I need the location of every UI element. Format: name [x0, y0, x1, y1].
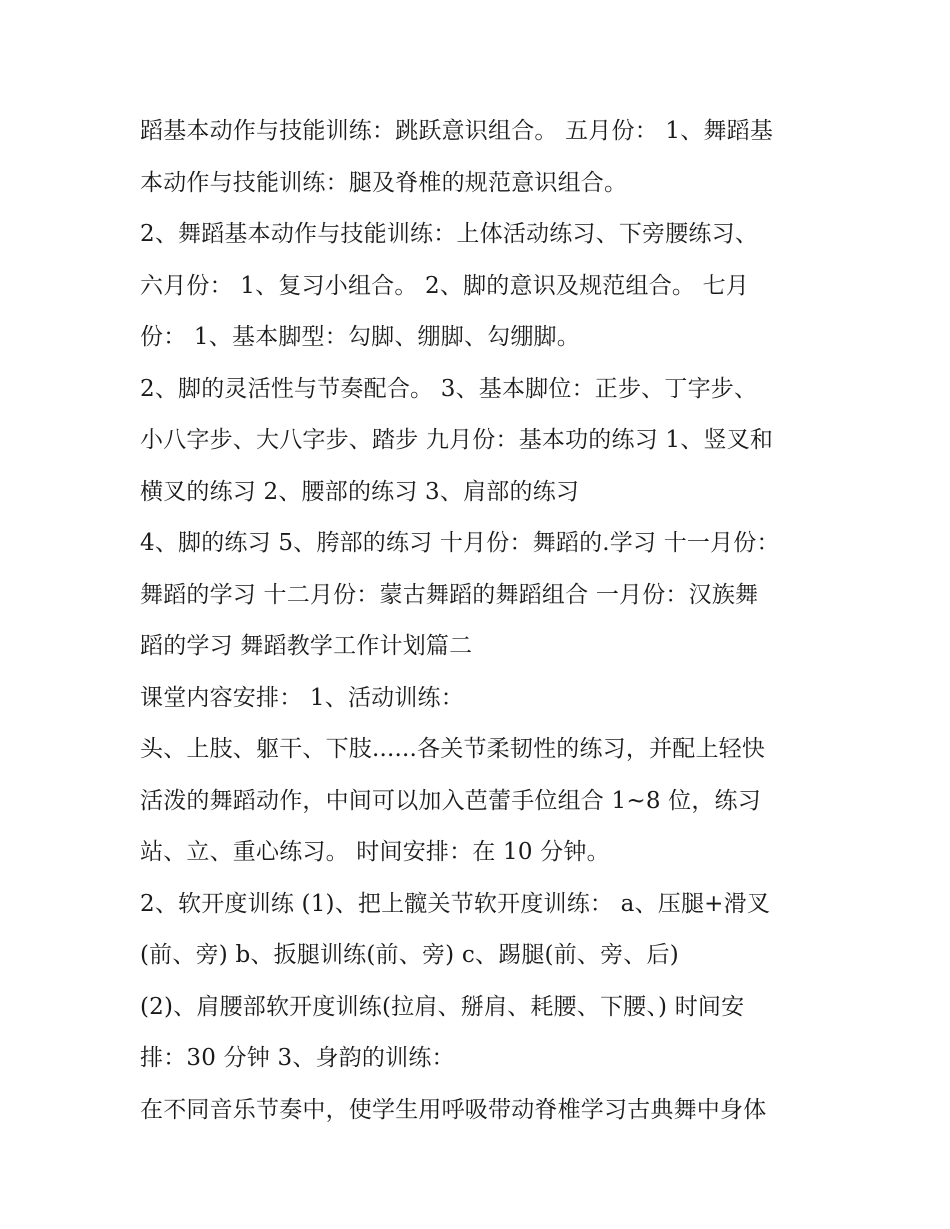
text-line: 活泼的舞蹈动作，中间可以加入芭蕾手位组合 1~8 位，练习 — [140, 787, 761, 814]
text-line: 横叉的练习 2、腰部的练习 3、肩部的练习 — [140, 478, 580, 505]
text-line: 在不同音乐节奏中，使学生用呼吸带动脊椎学习古典舞中身体 — [140, 1096, 767, 1123]
text-line: 蹈的学习 舞蹈教学工作计划篇二 — [140, 633, 473, 659]
text-line: 舞蹈的学习 十二月份：蒙古舞蹈的舞蹈组合 一月份：汉族舞 — [140, 581, 759, 608]
text-line: 本动作与技能训练：腿及脊椎的规范意识组合。 — [140, 169, 628, 196]
text-line: 2、脚的灵活性与节奏配合。 3、基本脚位：正步、丁字步、 — [140, 375, 758, 402]
text-line: 小八字步、大八字步、踏步 九月份：基本功的练习 1、竖叉和 — [140, 427, 774, 453]
text-line: (2)、肩腰部软开度训练(拉肩、掰肩、耗腰、下腰、) 时间安 — [140, 993, 745, 1020]
text-line: 份： 1、基本脚型：勾脚、绷脚、勾绷脚。 — [140, 324, 580, 350]
text-line: 站、立、重心练习。 时间安排：在 10 分钟。 — [140, 839, 610, 865]
text-line: 六月份： 1、复习小组合。 2、脚的意识及规范组合。 七月 — [140, 272, 749, 299]
text-line: 蹈基本动作与技能训练：跳跃意识组合。 五月份： 1、舞蹈基 — [140, 118, 774, 144]
text-line: (前、旁) b、扳腿训练(前、旁) c、踢腿(前、旁、后) — [140, 942, 679, 968]
document-body — [140, 106, 830, 1136]
text-line: 课堂内容安排： 1、活动训练： — [140, 684, 464, 711]
text-line: 头、上肢、躯干、下肢......各关节柔韧性的练习，并配上轻快 — [140, 736, 766, 762]
text-line: 排：30 分钟 3、身韵的训练： — [140, 1045, 455, 1071]
text-line: 4、脚的练习 5、胯部的练习 十月份：舞蹈的.学习 十一月份： — [140, 530, 780, 556]
text-line: 2、软开度训练 (1)、把上髋关节软开度训练： a、压腿+滑叉 — [140, 890, 771, 917]
text-line: 2、舞蹈基本动作与技能训练：上体活动练习、下旁腰练习、 — [140, 221, 759, 247]
